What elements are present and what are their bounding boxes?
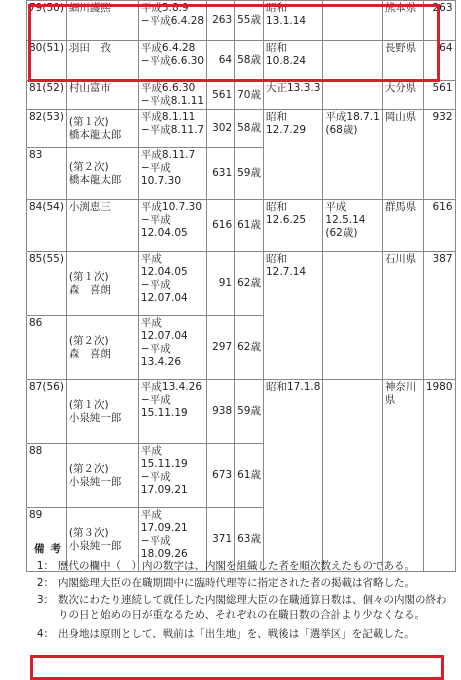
- generation-number: [27, 81, 67, 110]
- age-at-inauguration-line: 59歳: [237, 405, 261, 417]
- days-in-office-line: 673: [212, 469, 233, 481]
- term-period-line: −平成8.11.7: [140, 124, 205, 136]
- generation-number-line: 89: [29, 509, 43, 521]
- age-at-inauguration: [235, 444, 264, 508]
- days-in-office: [207, 380, 235, 444]
- birth-date-line: 12.7.14: [266, 266, 307, 278]
- term-period-line: 平成: [140, 317, 162, 329]
- age-at-inauguration-line: 70歳: [237, 88, 261, 101]
- prime-minister-name-line: 小渕恵三: [68, 201, 111, 213]
- prime-minister-name-line: 村山富市: [68, 82, 111, 94]
- prime-minister-name-line: (第１次): [68, 398, 109, 411]
- prime-minister-name-line: 森 喜朗: [68, 283, 111, 296]
- days-in-office-line: 938: [212, 405, 233, 417]
- generation-number-line: 81(52): [29, 82, 64, 94]
- age-at-inauguration-line: 62歳: [237, 341, 261, 353]
- prime-minister-name-line: (第１次): [68, 270, 109, 283]
- prime-minister-name-line: (第１次): [68, 115, 109, 128]
- note-number: 1：: [36, 560, 54, 572]
- term-period-line: 平成: [140, 509, 162, 521]
- term-period: [138, 148, 206, 200]
- note-1: [26, 559, 456, 574]
- days-in-office-line: 91: [218, 277, 233, 289]
- generation-number: [27, 252, 67, 316]
- prime-minister-name-line: (第２次): [68, 462, 109, 475]
- birth-date-line: 13.1.14: [266, 15, 307, 27]
- prime-minister-table: [26, 0, 456, 572]
- age-at-inauguration: [235, 380, 264, 444]
- death-date-line: 平成: [325, 201, 347, 213]
- prime-minister-name-line: (第３次): [68, 526, 109, 539]
- note-text: 内閣総理大臣の在職期間中に臨時代理等に指定された者の掲載は省略した。: [58, 577, 415, 589]
- birth-date-line: 大正13.3.3: [266, 82, 321, 94]
- total-days: [423, 81, 455, 110]
- total-days: [423, 252, 455, 380]
- prime-minister-name: [66, 380, 138, 444]
- generation-number-line: 84(54): [29, 201, 64, 213]
- prime-minister-name-line: (第２次): [68, 334, 109, 347]
- prime-minister-name-line: 小泉純一郎: [68, 475, 122, 488]
- age-at-inauguration: [235, 200, 264, 252]
- death-date-line: 平成18.7.1: [325, 111, 380, 123]
- term-period: [138, 200, 206, 252]
- death-date: [323, 200, 382, 252]
- note-text: 出身地は原則として、戦前は「出生地」を、戦後は「選挙区」を記載した。: [58, 628, 415, 640]
- days-in-office-line: 297: [212, 341, 233, 353]
- days-in-office: [207, 252, 235, 316]
- term-period-line: −平成: [140, 279, 171, 291]
- days-in-office-line: 302: [212, 122, 233, 134]
- home-prefecture-line: 石川県: [384, 253, 417, 265]
- term-period-line: 平成5.8.9: [140, 2, 189, 14]
- age-at-inauguration-line: 55歳: [237, 14, 261, 26]
- prime-minister-name-line: 羽田 孜: [68, 42, 111, 54]
- term-period: [138, 252, 206, 316]
- term-period-line: 17.09.21: [140, 484, 188, 496]
- age-at-inauguration: [235, 110, 264, 148]
- prime-minister-name-line: 小泉純一郎: [68, 539, 122, 552]
- term-period: [138, 81, 206, 110]
- generation-number: [27, 200, 67, 252]
- prime-minister-name: [66, 81, 138, 110]
- prime-minister-name-line: 森 喜朗: [68, 347, 111, 360]
- days-in-office-line: 371: [212, 533, 233, 545]
- term-period-line: −平成: [140, 394, 171, 406]
- prime-minister-name: [66, 200, 138, 252]
- term-period-line: 12.07.04: [140, 330, 188, 342]
- term-period-line: −平成: [140, 162, 171, 174]
- term-period-line: −平成: [140, 343, 171, 355]
- table-row: [27, 110, 456, 148]
- days-in-office: [207, 200, 235, 252]
- table-row: [27, 200, 456, 252]
- note-text: 数次にわたり連続して就任した内閣総理大臣の在職通算日数は、個々の内閣の終わりの日と始めの日が重なるため、それぞれの在職日数の合計より少なくなる。: [58, 594, 447, 621]
- term-period-line: 18.09.26: [140, 548, 188, 560]
- total-days-line: 616: [432, 201, 453, 213]
- home-prefecture-line: 大分県: [384, 82, 417, 94]
- prime-minister-name: [66, 148, 138, 200]
- prime-minister-name-line: 小泉純一郎: [68, 411, 122, 424]
- term-period-line: 平成6.4.28: [140, 42, 196, 54]
- term-period-line: 平成13.4.26: [140, 381, 202, 393]
- generation-number-line: 80(51): [29, 42, 64, 54]
- death-date: [323, 252, 382, 380]
- term-period-line: −平成6.4.28: [140, 15, 205, 27]
- birth-date-line: 12.6.25: [266, 214, 307, 226]
- prime-minister-name: [66, 110, 138, 148]
- birth-date-line: 昭和: [266, 111, 287, 123]
- term-period-line: 平成6.6.30: [140, 82, 196, 94]
- total-days-line: 1980: [425, 381, 453, 393]
- prime-minister-name-line: 細川護熙: [68, 2, 111, 14]
- days-in-office: [207, 110, 235, 148]
- death-date: [323, 81, 382, 110]
- total-days-line: 932: [432, 111, 453, 123]
- home-prefecture-line: 神奈川: [384, 381, 417, 393]
- generation-number: [27, 380, 67, 444]
- term-period-line: −平成: [140, 471, 171, 483]
- age-at-inauguration: [235, 316, 264, 380]
- home-prefecture-line: 群馬県: [384, 201, 417, 213]
- highlight-box-rows-79-80: [28, 4, 440, 82]
- total-days: [423, 110, 455, 200]
- term-period-line: 平成8.11.7: [140, 149, 196, 161]
- generation-number: [27, 148, 67, 200]
- prime-minister-name-line: (第２次): [68, 160, 109, 173]
- birth-date-line: 昭和: [266, 253, 287, 265]
- birth-date: [264, 200, 323, 252]
- term-period: [138, 380, 206, 444]
- age-at-inauguration-line: 61歳: [237, 219, 261, 231]
- age-at-inauguration-line: 58歳: [237, 122, 261, 134]
- note-3: [26, 593, 456, 623]
- term-period-line: 10.7.30: [140, 175, 181, 187]
- note-text: 歴代の欄中（ ）内の数字は、内閣を組織した者を順次数えたものである。: [58, 560, 415, 572]
- prime-minister-name-line: 橋本龍太郎: [68, 173, 122, 186]
- death-date-line: (62歳): [325, 227, 358, 239]
- days-in-office-line: 631: [212, 167, 233, 179]
- home-prefecture: [382, 81, 423, 110]
- birth-date-line: 10.8.24: [266, 55, 307, 67]
- home-prefecture-line: 熊本県: [384, 2, 417, 14]
- home-prefecture-line: 長野県: [384, 42, 417, 54]
- generation-number-line: 88: [29, 445, 43, 457]
- home-prefecture: [382, 252, 423, 380]
- death-date: [323, 110, 382, 200]
- term-period-line: 平成10.7.30: [140, 201, 202, 213]
- age-at-inauguration: [235, 148, 264, 200]
- death-date-line: 12.5.14: [325, 214, 366, 226]
- birth-date: [264, 252, 323, 380]
- age-at-inauguration-line: 63歳: [237, 533, 261, 545]
- days-in-office: [207, 81, 235, 110]
- generation-number: [27, 316, 67, 380]
- home-prefecture: [382, 200, 423, 252]
- note-2: [26, 576, 456, 591]
- birth-date-line: 昭和17.1.8: [266, 381, 321, 393]
- term-period: [138, 444, 206, 508]
- term-period: [138, 110, 206, 148]
- note-number: 2：: [36, 577, 54, 589]
- days-in-office: [207, 316, 235, 380]
- prime-minister-name-line: 橋本龍太郎: [68, 128, 122, 141]
- home-prefecture-line: 岡山県: [384, 111, 417, 123]
- total-days: [423, 200, 455, 252]
- days-in-office-line: 64: [218, 54, 233, 66]
- term-period-line: 平成: [140, 445, 162, 457]
- generation-number-line: 79(50): [29, 2, 64, 14]
- term-period-line: 12.04.05: [140, 266, 188, 278]
- generation-number-line: 82(53): [29, 111, 64, 123]
- total-days-line: 387: [432, 253, 453, 265]
- term-period-line: 平成: [140, 253, 162, 265]
- total-days-line: 263: [432, 2, 453, 14]
- note-number: 3：: [36, 594, 54, 606]
- note-4: [26, 627, 456, 642]
- term-period-line: −平成: [140, 214, 171, 226]
- age-at-inauguration-line: 62歳: [237, 277, 261, 289]
- days-in-office: [207, 148, 235, 200]
- birth-date: [264, 81, 323, 110]
- total-days-line: 64: [439, 42, 453, 54]
- total-days-line: 561: [432, 82, 453, 94]
- term-period-line: 12.04.05: [140, 227, 188, 239]
- age-at-inauguration: [235, 252, 264, 316]
- birth-date: [264, 110, 323, 200]
- generation-number-line: 87(56): [29, 381, 64, 393]
- term-period-line: 13.4.26: [140, 356, 181, 368]
- generation-number: [27, 444, 67, 508]
- days-in-office-line: 616: [212, 219, 233, 231]
- age-at-inauguration-line: 61歳: [237, 469, 261, 481]
- age-at-inauguration-line: 58歳: [237, 54, 261, 66]
- home-prefecture-line: 県: [384, 394, 396, 406]
- birth-date-line: 12.7.29: [266, 124, 307, 136]
- term-period-line: 15.11.19: [140, 407, 188, 419]
- term-period-line: 15.11.19: [140, 458, 188, 470]
- notes-heading: 備考: [34, 543, 67, 555]
- prime-minister-name: [66, 252, 138, 316]
- term-period: [138, 316, 206, 380]
- days-in-office-line: 263: [212, 14, 233, 26]
- term-period-line: 12.07.04: [140, 292, 188, 304]
- home-prefecture: [382, 110, 423, 200]
- term-period-line: 17.09.21: [140, 522, 188, 534]
- table-row: [27, 252, 456, 316]
- generation-number-line: 86: [29, 317, 43, 329]
- term-period-line: 平成8.1.11: [140, 111, 196, 123]
- days-in-office: [207, 444, 235, 508]
- prime-minister-name: [66, 316, 138, 380]
- generation-number: [27, 110, 67, 148]
- birth-date-line: 昭和: [266, 201, 287, 213]
- term-period-line: −平成8.1.11: [140, 95, 205, 107]
- table-row: [27, 81, 456, 110]
- prime-minister-name: [66, 444, 138, 508]
- table-row: [27, 380, 456, 444]
- note-number: 4：: [36, 628, 54, 640]
- birth-date-line: 昭和: [266, 2, 287, 14]
- death-date-line: (68歳): [325, 124, 358, 136]
- days-in-office-line: 561: [212, 88, 233, 101]
- term-period-line: −平成6.6.30: [140, 55, 205, 67]
- generation-number-line: 85(55): [29, 253, 64, 265]
- generation-number-line: 83: [29, 149, 43, 161]
- term-period-line: −平成: [140, 535, 171, 547]
- age-at-inauguration-line: 59歳: [237, 167, 261, 179]
- age-at-inauguration: [235, 81, 264, 110]
- highlight-box-note-4: [30, 655, 444, 680]
- birth-date-line: 昭和: [266, 42, 287, 54]
